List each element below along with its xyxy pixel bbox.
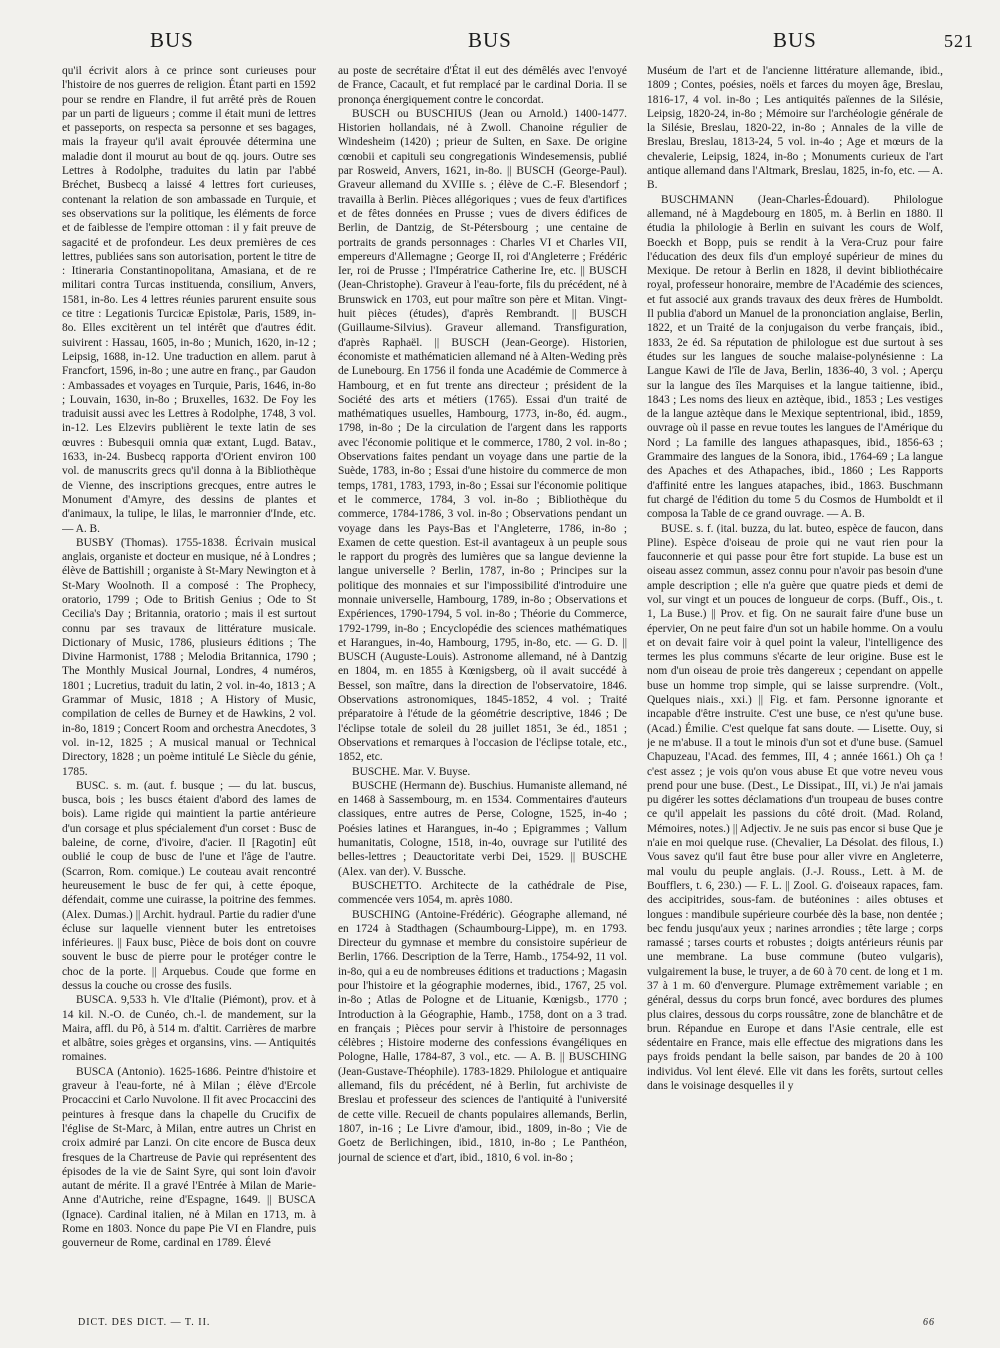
footer-signature-mark: 66 [923, 1317, 935, 1328]
header-center-word: BUS [468, 28, 512, 52]
entry-busch: BUSCH ou BUSCHIUS (Jean ou Arnold.) 1400-1477. Historien hollandais, né à Zwoll. Chanoine régulier de Windesheim (1420) ; prieur de Sulten, en Saxe. De origine cœnobii et capituli seu congregationis Windesemensis, publié par Rosweid, Anvers, 1621, in-8o. || BUSCH (George-Paul). Graveur allemand du XVIIIe s. ; élève de C.-F. Blesendorf ; travailla à Berlin. Pièces allégoriques ; vues de feux d'artifices et de fêtes données en Prusse ; vues de divers édifices de Berlin, de Dantzig, de St-Pétersbourg ; une centaine de portraits de grands personnages : Charles VI et Charles VII, empereurs d'Allemagne ; George II, roi d'Angleterre ; Frédéric Ier, roi de Prusse ; l'Impératrice Catherine Ire, etc. || BUSCH (Jean-Christophe). Graveur à l'eau-forte, fils du précédent, né à Brunswick en 1703, eut pour maître son père et Mitan. Vingt-huit pièces (études), d'après Rembrandt. || BUSCH (Guillaume-Silvius). Graveur allemand. Transfiguration, d'après Raphaël. || BUSCH (Jean-George). Historien, économiste et mathématicien allemand né à Alten-Weding près de Lunebourg. En 1756 il fonda une Académie de Commerce à Hambourg, et en fut trente ans directeur ; président de la Société des arts et métiers (1765). Essai d'un traité de mathématiques usuelles, Hambourg, 1773, in-8o, éd. augm., 1798, in-8o ; De la circulation de l'argent dans les rapports avec l'économie politique et le commerce, 1780, 2 vol. in-8o ; Observations faites pendant un voyage dans une partie de la Suède, 1783, in-8o ; Essai d'une histoire du commerce de mon temps, 1781, 1783, 1793, in-8o ; Essai sur l'économie politique et le commerce, 1784, 3 vol. in-8o ; Bibliothèque du commerce, 1784-1786, 3 vol. in-8o ; Observations pendant un voyage dans les Pays-Bas et l'Angleterre, 1786, in-8o ; Examen de cette question. Est-il avantageux à un peuple sous le rapport du progrès des lumières que sa langue devienne la langue universelle ? Berlin, 1787, in-8o ; Principes sur la politique des monnaies et sur l'impossibilité d'introduire une monnaie universelle, Hambourg, 1789, in-8o ; Observations et Expériences, 1790-1794, 5 vol. in-8o ; Théorie du Commerce, 1792-1799, in-8o ; Encyclopédie des sciences mathématiques et Harangues, in-4o, Hambourg, 1795, in-8o, etc. — G. D. || BUSCH (Auguste-Louis). Astronome allemand, né à Dantzig en 1804, m. en 1855 à Kœnigsberg, où il avait succédé à Bessel, son maître, dans la direction de l'observatoire, 1846. Observations astronomiques, 1845-1852, 4 vol. ; Traité préparatoire à l'étude de la géométrie descriptive, 1846 ; De l'éclipse totale de soleil du 28 juillet 1851, 3e éd., 1851 ; Observations et remarques à l'occasion de l'éclipse totale, etc., 1852, etc. [338, 107, 627, 764]
column-right [647, 64, 943, 1254]
entry-paragraph: Muséum de l'art et de l'ancienne littérature allemande, ibid., 1809 ; Contes, poésies, noëls et farces du moyen âge, Breslau, 1816-17, 4 vol. in-8o ; Les antiquités païennes de la Silésie, Leipsig, 1820-24, in-8o ; Mémoire sur l'archéologie générale de la Silésie, Breslau, 1820-22, in-8o ; Annales de la ville de Breslau, Breslau, 1813-24, 5 vol. in-4o ; Age et mœurs de la chevalerie, Leipsig, 1824, in-8o ; Monuments curieux de l'art antique allemand dans l'Altmark, Breslau, 1825, in-fo, etc. — A. B. [647, 65, 943, 192]
entry-busche-mar: BUSCHE. Mar. V. Buyse. [352, 765, 471, 778]
entry-paragraph: qu'il écrivit alors à ce prince sont curieuses pour l'histoire de nos guerres de religion. Étant parti en 1592 pour se rendre en Flandre, il fut arrêté près de Rouen par un parti de ligueurs ; comme il était muni de lettres et passeports, on respecta sa personne et ses bagages, mais la frayeur qu'il avait éprouvée détermina une maladie dont il mourut au bout de qq. jours. Outre ses Lettres à Rodolphe, traduites du latin par l'abbé Bréchet, Busbecq a laissé 4 lettres fort curieuses, contenant la relation de son ambassade en Turquie, et ses observations sur la politique, les éléments de force et de faiblesse de l'empire ottoman : il y fait preuve de sagacité et de profondeur. Les deux premières de ces lettres, publiées sans son autorisation, portent le titre de : Itineraria Constantinopolitana, Amasiana, et de re militari contra Turcas instituenda, consilium, Anvers, 1581, in-8o. Les 4 lettres réunies parurent ensuite sous ce titre : Legationis Turcicæ Epistolæ, Paris, 1589, in-8o. Elles excitèrent un tel intérêt que d'autres édit. suivirent : Hassau, 1605, in-8o ; Munich, 1620, in-12 ; Leipsig, 1688, in-12. Une traduction en allem. parut à Francfort, 1596, in-8o ; une autre en franç., par Gaudon : Ambassades et voyages en Turquie, Paris, 1646, in-8o ; Louvain, 1630, in-8o ; Bruxelles, 1632. De Foy les traduisit aussi avec les Lettres à Rodolphe, 1748, 3 vol. in-12. Les Elzevirs publièrent le texte latin de ses œuvres : Bubesquii omnia quæ extant, Lugd. Batav., 1633, in-24. Busbecq rapporta d'Orient environ 100 vol. de manuscrits grecs qu'il donna à la Bibliothèque de Vienne, des inscriptions grecques, entre autres le Monument d'Amyre, des dessins de plantes et d'animaux, la tulipe, le lilas, le marronnier d'Inde, etc. — A. B. [62, 65, 316, 535]
entry-buschmann: BUSCHMANN (Jean-Charles-Édouard). Philologue allemand, né à Magdebourg en 1805, m. à Berlin en 1880. Il étudia la philologie à Berlin en suivant les cours de Wolf, Boeckh et Bopp, puis se rendit à la Vera-Cruz pour faire l'éducation des deux fils d'un employé supérieur de mines du Mexique. De retour à Berlin en 1828, il devint bibliothécaire royal, professeur honoraire, membre de l'Académie des sciences, et fut associé aux grands travaux des deux frères de Humboldt. Il publia d'abord un Manuel de la prononciation anglaise, Berlin, 1822, et un Traité de la conjugaison du verbe français, ibid., 1833, 2e éd. Sa réputation de philologue est due surtout à ses études sur les langues de souche malaise-polynésienne : La Langue Kawi de l'île de Java, Berlin, 1836-40, 3 vol. ; Aperçu sur la langue des îles Marquises et la langue taitienne, ibid., 1843 ; Les noms des lieux en aztèque, ibid., 1853 ; Les vestiges de la langue aztèque dans le Mexique septentrional, ibid., 1859, ouvrage où il passe en revue toutes les langues de l'Amérique du Nord ; La famille des langues athapasques, ibid., 1856-63 ; Grammaire des langues de la Sonora, ibid., 1764-69 ; La langue des Apaches et des Athapaches, ibid., 1860 ; Les Rapports d'affinité entre les langues atapaches, ibid., 1863. Buschmann fut chargé de l'édition du tome 5 du Cosmos de Humboldt et il composa la Table de ce grand ouvrage. — A. B. [647, 193, 943, 521]
entry-buschetto: BUSCHETTO. Architecte de la cathédrale de Pise, commencée vers 1054, m. après 1080. [338, 879, 627, 907]
entry-busc: BUSC. s. m. (aut. f. busque ; — du lat. buscus, busca, bois ; les buscs étaient d'abord des lames de bois). Lame rigide qui maintient la partie antérieure d'un corsage et plus spécialement d'un corset : Busc de baleine, de corne, d'ivoire, d'acier. Il [Ragotin] eût oublié le coup de busc de l'une et l'âge de l'autre. (Scarron, Rom. comique.) Le couteau avait rencontré heureusement le busc de fer qui, à cette époque, défendait, comme une cuirasse, la poitrine des femmes. (Alex. Dumas.) || Archit. hydraul. Partie du radier d'une écluse sur laquelle viennent buter les entretoises inférieures. || Faux busc, Pièce de bois dont on couvre souvent le busc de pierre pour le protéger contre le choc de la porte. || Arquebus. Coude que forme en dessus la couche ou crosse des fusils. [62, 779, 316, 992]
entry-busca-place: BUSCA. 9,533 h. Vle d'Italie (Piémont), prov. et à 14 kil. N.-O. de Cunéo, ch.-l. de mandement, sur la Maira, affl. du Pô, à 514 m. d'altit. Carrières de marbre et albâtre, soies grèges et organsins, vins. — Antiquités romaines. [62, 994, 316, 1064]
entry-busche-hermann: BUSCHE (Hermann de). Buschius. Humaniste allemand, né en 1468 à Sassembourg, m. en 1534. Commentaires d'auteurs classiques, entre autres de Perse, Cologne, 1525, in-4o ; Poésies latines et Harangues, in-4o ; Epigrammes ; Vallum humanitatis, Cologne, 1518, in-4o, ouvrage sur l'utilité des belles-lettres ; Deauctoritate verbi Dei, 1529. || BUSCHE (Alex. van der). V. Bussche. [338, 779, 627, 878]
entry-busca-person: BUSCA (Antonio). 1625-1686. Peintre d'histoire et graveur à l'eau-forte, né à Milan ; élève d'Ercole Procaccini et Carlo Nuvolone. Il fit avec Procaccini des peintures à fresque dans la chapelle du Crucifix de l'église de St-Marc, à Milan, entre autres un Christ en croix admiré par Lanzi. On cite encore de Busca deux fresques de la Chartreuse de Pavie qui représentent des épisodes de la vie de Saint Syre, qui sont loin d'avoir autant de mérite. Il a gravé l'Entrée à Milan de Marie-Anne d'Autriche, reine d'Espagne, 1649. || BUSCA (Ignace). Cardinal italien, né à Milan en 1713, m. à Rome en 1803. Nonce du pape Pie VI en Flandre, puis gouverneur de Rome, cardinal en 1789. Élevé [62, 1065, 316, 1250]
column-left [62, 64, 316, 1254]
entry-busby: BUSBY (Thomas). 1755-1838. Écrivain musical anglais, organiste et docteur en musique, né à Londres ; élève de Battishill ; organiste à St-Mary Newington et à St-Mary Woolnoth. Il a composé : The Prophecy, oratorio, 1799 ; Ode to British Genius ; Ode to St Cecilia's Day ; Britannia, oratorio ; mais il est surtout connu par ses travaux de littérature musicale. Dictionary of Music, 1786, plusieurs éditions ; The Divine Harmonist, 1788 ; Melodia Britannica, 1790 ; The Monthly Musical Journal, Londres, 4 numéros, 1801 ; Lucretius, traduit du latin, 2 vol. in-4o, 1813 ; A Grammar of Music, 1818 ; A History of Music, compilation de celles de Burney et de Hawkins, 2 vol. in-8o, 1819 ; Concert Room and orchestra Anecdotes, 3 vol. in-12, 1825 ; A musical manual or Technical Directory, 1828 ; un poème intitulé Le Siècle du génie, 1785. [62, 536, 316, 778]
header-left-word: BUS [150, 28, 194, 52]
footer-volume-label: DICT. DES DICT. — T. II. [78, 1317, 211, 1328]
entry-buse: BUSE. s. f. (ital. buzza, du lat. buteo, espèce de faucon, dans Pline). Espèce d'oiseau de proie qui ne vaut rien pour la fauconnerie et qui passe pour être fort stupide. La buse est un oiseau assez commun, assez connu pour n'avoir pas besoin d'une ample description ; elle n'a guère que quatre pieds et demi de vol, sur vingt et un pouces de longueur de corps. (Buff., Ois., t. 1, La Buse.) || Prov. et fig. On ne saurait faire d'une buse un épervier, On ne peut faire d'un sot un habile homme. On a voulu et on devait faire voir à quel point la valeur, l'intelligence des termes les plus communs s'écarte de leur origine. Buse est le nom d'un oiseau de proie très dangereux ; cependant on appelle buse un homme trop simple, qui se laisse surprendre. (Volt., Quelques niais., xxi.) || Fig. et fam. Personne ignorante et incapable d'être instruite. C'est une buse, ce n'est qu'une buse. (Acad.) Émilie. C'est quelque fat sans doute. — Lisette. Ouy, si je ne m'abuse. Il a tout le minois d'un sot et d'une buse. (Samuel Chapuzeau, l'Acad. des femmes, III, 4 ; année 1661.) Oh ça ! c'est assez ; je vois qu'on vous abuse Et que votre neveu vous prend pour une buse. (Dest., Le Dissipat., III, vi.) Je n'ai jamais pu digérer les sottes déclamations d'un troupeau de buses contre ce qu'il appelait les passions du côté droit. (Mad. Roland, Mémoires, notes.) || Adjectiv. Je ne suis pas encor si buse Que je n'aie en moi quelque ruse. (Chevalier, La Désolat. des filous, I.) Vous savez qu'il faut être buse pour aller vivre en Angleterre, mal voulu du peuple anglais. (J.-J. Rouss., Lett. à M. de Boufflers, t. 6, 230.) — F. L. || Zool. G. d'oiseaux rapaces, fam. des accipitrides, sous-fam. de butéonines : ailes obtuses et longues : mandibule supérieure courbée dès la base, non dentée ; bec fendu jusqu'aux yeux ; narines arrondies ; tête large ; corps ramassé ; tarses courts et robustes ; doigts antérieurs réunis par une membrane. La buse commune (buteo vulgaris), vulgairement la buse, le truyer, a de 60 à 70 cent. de long et 1 m. 37 à 1 m. 60 d'envergure. Plumage extrêmement variable ; en général, dessus du corps brun foncé, avec bordures des plumes plus claires, dessous du corps roussâtre, zone de blanchâtre et de brun. Répandue en Europe et dans l'Asie centrale, elle est sédentaire en France, mais elle effectue des migrations dans les pays froids pendant la belle saison, par bandes de 20 à 100 individus. Vol lent élevé. Elle vit dans les forêts, surtout celles dans le voisinage desquelles il y [647, 522, 943, 1093]
entry-paragraph: au poste de secrétaire d'État il eut des démêlés avec l'envoyé de France, Cacault, et fut remplacé par le cardinal Doria. Il se prononça énergiquement contre le concordat. [338, 65, 627, 106]
header-right-word: BUS [773, 28, 817, 52]
entry-busching: BUSCHING (Antoine-Frédéric). Géographe allemand, né en 1724 à Stadthagen (Schaumbourg-Lippe), m. en 1793. Directeur du gymnase et membre du consistoire supérieur de Berlin, 1766. Description de la Terre, Hamb., 1754-92, 11 vol. in-8o, qui a eu de nombreuses éditions et traductions ; Magasin pour l'histoire et la géographie modernes, ibid., 1767, 25 vol. in-8o ; Atlas de Pologne et de Lituanie, Kœnigsb., 1770 ; Introduction à la Géographie, Hamb., 1758, dont on a 3 trad. en français ; Pièces pour servir à l'histoire de personnages célèbres ; Histoire moderne des confessions évangéliques en Pologne, Halle, 1784-87, 3 vol., etc. — A. B. || BUSCHING (Jean-Gustave-Théophile). 1783-1829. Philologue et antiquaire allemand, fils du précédent, né à Berlin, fut archiviste de Breslau et professeur des sciences de l'antiquité à l'université de cette ville. Recueil de chants populaires allemands, Berlin, 1807, in-16 ; Le Livre d'amour, ibid., 1809, in-8o ; Vie de Goetz de Berlichingen, ibid., 1810, in-8o ; Le Panthéon, journal de science et d'art, ibid., 1810, 6 vol. in-8o ; [338, 908, 627, 1164]
page-number: 521 [944, 31, 974, 51]
running-header [0, 28, 1000, 58]
column-middle [338, 64, 627, 1254]
